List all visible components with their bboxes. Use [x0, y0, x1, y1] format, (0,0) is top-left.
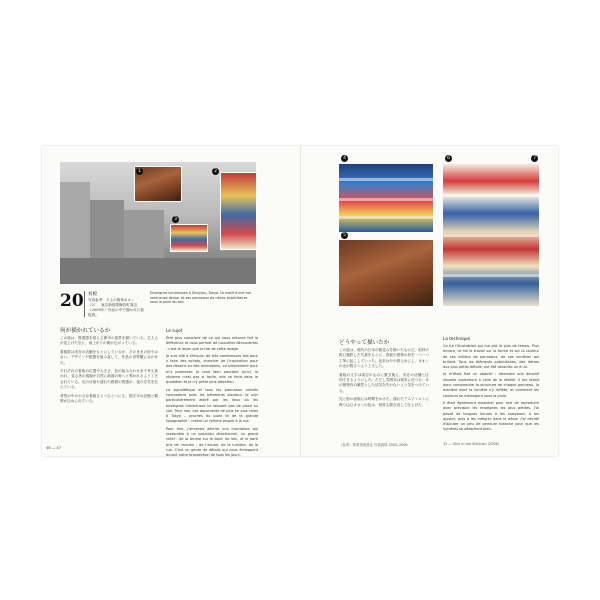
- paragraph: Je m'étais fixé un objectif : atteindre une densité visuelle supérieure à celle de la réalité. Il me fallait donc comprendre la structure de chaque panneau, la manière dont la lumière s'y reflète, et comment les couleurs se mélangent sous la pluie.: [443, 372, 539, 398]
- callout-badge-5: 5: [341, 232, 348, 239]
- book-spread: [42, 146, 558, 456]
- sign-row: [443, 194, 539, 197]
- paragraph: Pour finir, j'aimerais décrire une inscription qui ressemble à un panneau directionnel, un grand relief : de la brume sur le bord, de loin, et le parti pris de l'ancien ; de l'actuel, de la lumière, de la rue. C'est un genre de détails qui nous échappent durant notre prospection de tous les jours.: [166, 426, 258, 458]
- figure-title-jp: 看板: [88, 292, 97, 297]
- section-heading-fr: La technique: [443, 336, 471, 341]
- sign-row: [339, 198, 433, 201]
- body-text-fr: [443, 344, 539, 433]
- street-scene-photo: [60, 162, 256, 284]
- paragraph: Ce fut l'illustration qui me prit le plus de temps. Plus encore, ce fut le travail sur la forme et sur la couleur de ces milliers de panneaux, de ces lumières qui brillent. Tous les éléments publicitaires, des lettres aux plus petits détails, ont été dessinés un à un.: [443, 344, 539, 370]
- section-heading-fr: Le sujet: [166, 328, 183, 333]
- body-text-jp: [339, 348, 429, 408]
- paragraph: 光と影の表現には時間をかけた。濡れたアスファルトに映り込むネオンの色は、何度も描き直して仕上げた。: [339, 397, 429, 407]
- figure-separator: [84, 291, 85, 317]
- callout-badge-6: 6: [445, 155, 452, 162]
- paragraph: 看板群は実在の店舗をもとにしているが、そのままの形ではない。デザインや配置を組み直して、作品の世界観に合わせた。: [60, 349, 158, 365]
- figure-caption-jp: 写真参考：天上の街角ネオン（2）、東京新宿歌舞伎町周辺（2006年）作品の中で描かれた看板群。: [88, 298, 144, 317]
- building-signs-tall-photo: [443, 164, 539, 306]
- sign-row: [339, 178, 433, 181]
- body-text-fr: [166, 336, 258, 459]
- paragraph: 看板の文字は架空のものに置き換え、実在の店舗と区別できるようにした。ただし雰囲気は現実に近づけ、あの街特有の雑然とした活気を失わないよう気をつけている。: [339, 372, 429, 393]
- inset-building-signs-photo: [220, 172, 256, 250]
- neon-street-photo: [339, 164, 433, 232]
- sign-row: [443, 234, 539, 237]
- inset-sign-photo: [170, 224, 208, 252]
- footnote-fr: 15 — Shin in the Shinjuku (2006): [443, 442, 499, 446]
- section-heading-jp: 何が描かれているか: [60, 328, 111, 334]
- section-heading-jp: どうやって描いたか: [339, 340, 390, 346]
- paragraph: Être plus conscient de ce qui nous entoure fait la différence et nous permet de nouvelles découvertes : c'est le leçon que je tire de cette image.: [166, 336, 258, 351]
- ceiling-texture-photo: [339, 240, 433, 306]
- left-page: [42, 146, 300, 456]
- figure-number: 20: [60, 291, 84, 311]
- paragraph: それぞれの看板の位置や大きさ、色の組み合わせまで考え抜かれ、見る者の視線が自然に画面の奥へと導かれるよう工夫されている。光の反射や濡れた路面の質感が、夜の空気を伝えている。: [60, 369, 158, 390]
- right-page: [301, 146, 558, 456]
- callout-badge-7: 7: [531, 155, 538, 162]
- paragraph: La signalétique et tous les panneaux colorés contrastent avec les bâtiments alentour. Je suis particulièrement attiré par les lieux où les enseignes lumineuses ne laissent pas de place au ciel. Pour moi, ces documents de plus en plus rares à Tokyo – proches du point et de la grande typographie – créent un rythme propre à la rue.: [166, 387, 258, 424]
- footnote-jp: （参考）背景美術設定 写真資料 2005–2006: [339, 443, 408, 447]
- paragraph: 背景の中の小さな看板ひとつひとつにも、描き手の記憶と観察が込められている。: [60, 393, 158, 404]
- body-text-jp: [60, 336, 158, 404]
- callout-badge-4: 4: [341, 155, 348, 162]
- callout-badge-2: 2: [212, 168, 219, 175]
- page-folio: 46 — 47: [46, 446, 62, 450]
- figure-caption-fr: Enseignes lumineuses à Shinjuku, Tokyo. Le motif d'une rue lumineuse dense, et ses panneaux de néons publicitaires sous la pluie du soir.: [150, 291, 252, 305]
- callout-badge-3: 3: [172, 216, 179, 223]
- paragraph: この絵は、既視感を覚える都市の風景を描いている。主人公が見上げた空に、雨上がりの街が広がっている。: [60, 336, 158, 346]
- callout-badge-1: 1: [136, 168, 143, 175]
- sign-row: [339, 216, 433, 219]
- sign-row: [443, 274, 539, 277]
- paragraph: Je suis allé à Shinjuku de très nombreuses fois pour y faire des achats, chercher de l'inspiration pour des dessins ou des animations, ou simplement pour m'y promener. Je crois bien pourtant qu'ici, la réclame n'est pas si facile, elle se fond dans le quotidien et je n'y prête plus attention.: [166, 353, 258, 385]
- paragraph: この絵は、現代の日本の街並みを描いたものだ。取材の際に撮影した写真をもとに、看板や建物の形を一つ一つ丁寧に起こしていった。色彩はやや抑えめにし、ネオンの光が際立つよう工夫した。: [339, 348, 429, 369]
- street-ground: [60, 258, 256, 284]
- paragraph: Il était également essentiel pour moi de reproduire avec précision les enseignes les plus petites. J'ai passé de longues heures à les composer, à les ajuster, puis à les intégrer dans le décor. J'ai décidé d'ajouter un peu de peinture blanche pour que les lumières se détachent bien.: [443, 400, 539, 432]
